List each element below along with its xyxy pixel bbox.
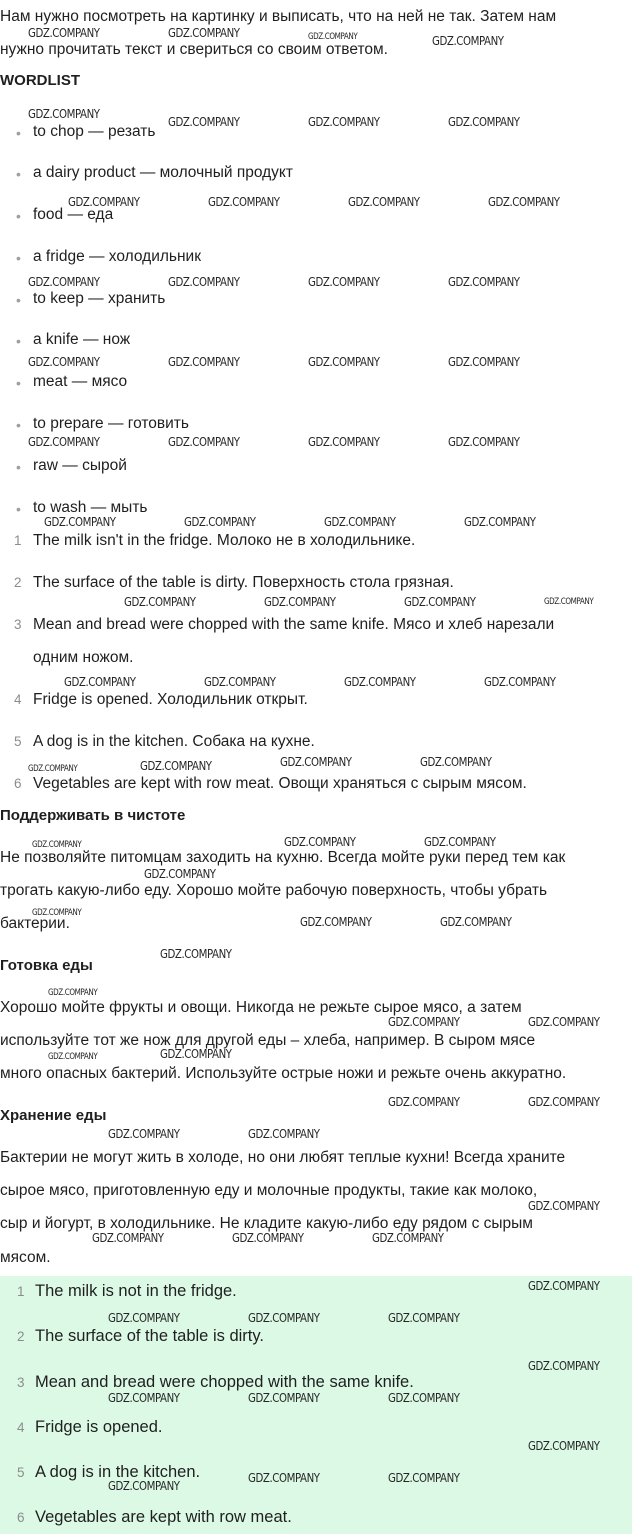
watermark: GDZ.COMPANY <box>528 1359 600 1373</box>
watermark: GDZ.COMPANY <box>48 1052 98 1062</box>
watermark: GDZ.COMPANY <box>448 355 520 369</box>
list-item: The surface of the table is dirty. Поверхность стола грязная. <box>33 574 454 591</box>
watermark: GDZ.COMPANY <box>248 1311 320 1325</box>
wordlist-item: food — еда <box>33 206 114 223</box>
wordlist-item: to keep — хранить <box>33 290 166 307</box>
watermark: GDZ.COMPANY <box>44 515 116 529</box>
watermark: GDZ.COMPANY <box>208 195 280 209</box>
bullet-icon: • <box>16 333 21 349</box>
list-number: 6 <box>14 776 22 791</box>
watermark: GDZ.COMPANY <box>528 1095 600 1109</box>
watermark: GDZ.COMPANY <box>264 595 336 609</box>
intro-line-1: Нам нужно посмотреть на картинку и выписать, что на ней не так. Затем нам <box>0 8 557 25</box>
watermark: GDZ.COMPANY <box>68 195 140 209</box>
watermark: GDZ.COMPANY <box>308 435 380 449</box>
list-number: 4 <box>14 692 22 707</box>
watermark: GDZ.COMPANY <box>248 1471 320 1485</box>
wordlist-item: to chop — резать <box>33 123 156 140</box>
list-number: 3 <box>14 617 22 632</box>
watermark: GDZ.COMPANY <box>32 840 82 850</box>
list-item-continuation: одним ножом. <box>33 649 134 666</box>
watermark: GDZ.COMPANY <box>544 597 594 607</box>
watermark: GDZ.COMPANY <box>28 355 100 369</box>
answer-item: Mean and bread were chopped with the same knife. <box>35 1373 414 1391</box>
watermark: GDZ.COMPANY <box>488 195 560 209</box>
watermark: GDZ.COMPANY <box>168 115 240 129</box>
watermark: GDZ.COMPANY <box>248 1127 320 1141</box>
paragraph-line: используйте тот же нож для другой еды – хлеба, например. В сыром мясе <box>0 1032 536 1049</box>
paragraph-line: трогать какую-либо еду. Хорошо мойте рабочую поверхность, чтобы убрать <box>0 882 548 899</box>
section-title: Хранение еды <box>0 1107 107 1124</box>
bullet-icon: • <box>16 208 21 224</box>
watermark: GDZ.COMPANY <box>108 1479 180 1493</box>
list-item: Mean and bread were chopped with the same knife. Мясо и хлеб нарезали <box>33 616 555 633</box>
section-title: Поддерживать в чистоте <box>0 807 186 824</box>
watermark: GDZ.COMPANY <box>28 107 100 121</box>
watermark: GDZ.COMPANY <box>448 435 520 449</box>
paragraph-line: Хорошо мойте фрукты и овощи. Никогда не режьте сырое мясо, а затем <box>0 999 522 1016</box>
watermark: GDZ.COMPANY <box>464 515 536 529</box>
answer-number: 6 <box>17 1510 25 1525</box>
watermark: GDZ.COMPANY <box>28 435 100 449</box>
watermark: GDZ.COMPANY <box>448 275 520 289</box>
watermark: GDZ.COMPANY <box>528 1199 600 1213</box>
list-number: 5 <box>14 734 22 749</box>
watermark: GDZ.COMPANY <box>168 355 240 369</box>
answer-item: The milk is not in the fridge. <box>35 1282 237 1300</box>
answer-item: Fridge is opened. <box>35 1418 163 1436</box>
answer-number: 1 <box>17 1284 25 1299</box>
wordlist-item: a knife — нож <box>33 331 131 348</box>
watermark: GDZ.COMPANY <box>108 1311 180 1325</box>
bullet-icon: • <box>16 417 21 433</box>
list-item: Vegetables are kept with row meat. Овощи храняться с сырым мясом. <box>33 775 527 792</box>
watermark: GDZ.COMPANY <box>372 1231 444 1245</box>
watermark: GDZ.COMPANY <box>48 988 98 998</box>
answer-number: 2 <box>17 1329 25 1344</box>
paragraph-line: сыр и йогурт, в холодильнике. Не кладите какую-либо еду рядом с сырым <box>0 1215 533 1232</box>
wordlist-item: a fridge — холодильник <box>33 248 201 265</box>
watermark: GDZ.COMPANY <box>324 515 396 529</box>
watermark: GDZ.COMPANY <box>308 32 358 42</box>
answer-item: Vegetables are kept with row meat. <box>35 1508 292 1526</box>
intro-line-2: нужно прочитать текст и свериться со своим ответом. <box>0 41 388 58</box>
section-title: Готовка еды <box>0 957 93 974</box>
answer-number: 3 <box>17 1375 25 1390</box>
list-number: 1 <box>14 533 22 548</box>
watermark: GDZ.COMPANY <box>528 1279 600 1293</box>
list-item: A dog is in the kitchen. Собака на кухне. <box>33 733 315 750</box>
list-item: The milk isn't in the fridge. Молоко не в холодильнике. <box>33 532 416 549</box>
watermark: GDZ.COMPANY <box>348 195 420 209</box>
watermark: GDZ.COMPANY <box>308 355 380 369</box>
bullet-icon: • <box>16 292 21 308</box>
watermark: GDZ.COMPANY <box>440 915 512 929</box>
watermark: GDZ.COMPANY <box>168 435 240 449</box>
watermark: GDZ.COMPANY <box>424 835 496 849</box>
watermark: GDZ.COMPANY <box>484 675 556 689</box>
wordlist-title: WORDLIST <box>0 72 80 89</box>
watermark: GDZ.COMPANY <box>300 915 372 929</box>
watermark: GDZ.COMPANY <box>168 26 240 40</box>
watermark: GDZ.COMPANY <box>144 867 216 881</box>
paragraph-line: бактерии. <box>0 915 70 932</box>
bullet-icon: • <box>16 166 21 182</box>
watermark: GDZ.COMPANY <box>184 515 256 529</box>
watermark: GDZ.COMPANY <box>92 1231 164 1245</box>
answer-number: 4 <box>17 1420 25 1435</box>
bullet-icon: • <box>16 125 21 141</box>
watermark: GDZ.COMPANY <box>28 764 78 774</box>
wordlist-item: raw — сырой <box>33 457 127 474</box>
watermark: GDZ.COMPANY <box>308 275 380 289</box>
bullet-icon: • <box>16 375 21 391</box>
watermark: GDZ.COMPANY <box>140 759 212 773</box>
watermark: GDZ.COMPANY <box>528 1015 600 1029</box>
bullet-icon: • <box>16 250 21 266</box>
watermark: GDZ.COMPANY <box>248 1391 320 1405</box>
watermark: GDZ.COMPANY <box>108 1391 180 1405</box>
paragraph-line: мясом. <box>0 1249 51 1266</box>
watermark: GDZ.COMPANY <box>448 115 520 129</box>
watermark: GDZ.COMPANY <box>344 675 416 689</box>
paragraph-line: много опасных бактерий. Используйте острые ножи и режьте очень аккуратно. <box>0 1065 567 1082</box>
watermark: GDZ.COMPANY <box>160 947 232 961</box>
watermark: GDZ.COMPANY <box>388 1391 460 1405</box>
watermark: GDZ.COMPANY <box>528 1439 600 1453</box>
watermark: GDZ.COMPANY <box>28 26 100 40</box>
watermark: GDZ.COMPANY <box>168 275 240 289</box>
watermark: GDZ.COMPANY <box>388 1015 460 1029</box>
answer-item: A dog is in the kitchen. <box>35 1463 201 1481</box>
paragraph-line: Не позволяйте питомцам заходить на кухню. Всегда мойте руки перед тем как <box>0 849 566 866</box>
watermark: GDZ.COMPANY <box>432 34 504 48</box>
watermark: GDZ.COMPANY <box>388 1471 460 1485</box>
watermark: GDZ.COMPANY <box>404 595 476 609</box>
list-item: Fridge is opened. Холодильник открыт. <box>33 691 308 708</box>
wordlist-item: to wash — мыть <box>33 499 148 516</box>
watermark: GDZ.COMPANY <box>232 1231 304 1245</box>
wordlist-item: meat — мясо <box>33 373 128 390</box>
bullet-icon: • <box>16 501 21 517</box>
watermark: GDZ.COMPANY <box>308 115 380 129</box>
paragraph-line: сырое мясо, приготовленную еду и молочные продукты, такие как молоко, <box>0 1182 538 1199</box>
list-number: 2 <box>14 575 22 590</box>
watermark: GDZ.COMPANY <box>160 1047 232 1061</box>
watermark: GDZ.COMPANY <box>420 755 492 769</box>
answer-number: 5 <box>17 1465 25 1480</box>
answer-item: The surface of the table is dirty. <box>35 1327 264 1345</box>
watermark: GDZ.COMPANY <box>64 675 136 689</box>
watermark: GDZ.COMPANY <box>124 595 196 609</box>
watermark: GDZ.COMPANY <box>284 835 356 849</box>
wordlist-item: a dairy product — молочный продукт <box>33 164 293 181</box>
wordlist-item: to prepare — готовить <box>33 415 189 432</box>
watermark: GDZ.COMPANY <box>32 908 82 918</box>
watermark: GDZ.COMPANY <box>388 1311 460 1325</box>
bullet-icon: • <box>16 459 21 475</box>
watermark: GDZ.COMPANY <box>204 675 276 689</box>
watermark: GDZ.COMPANY <box>108 1127 180 1141</box>
watermark: GDZ.COMPANY <box>28 275 100 289</box>
paragraph-line: Бактерии не могут жить в холоде, но они любят теплые кухни! Всегда храните <box>0 1149 566 1166</box>
watermark: GDZ.COMPANY <box>388 1095 460 1109</box>
watermark: GDZ.COMPANY <box>280 755 352 769</box>
